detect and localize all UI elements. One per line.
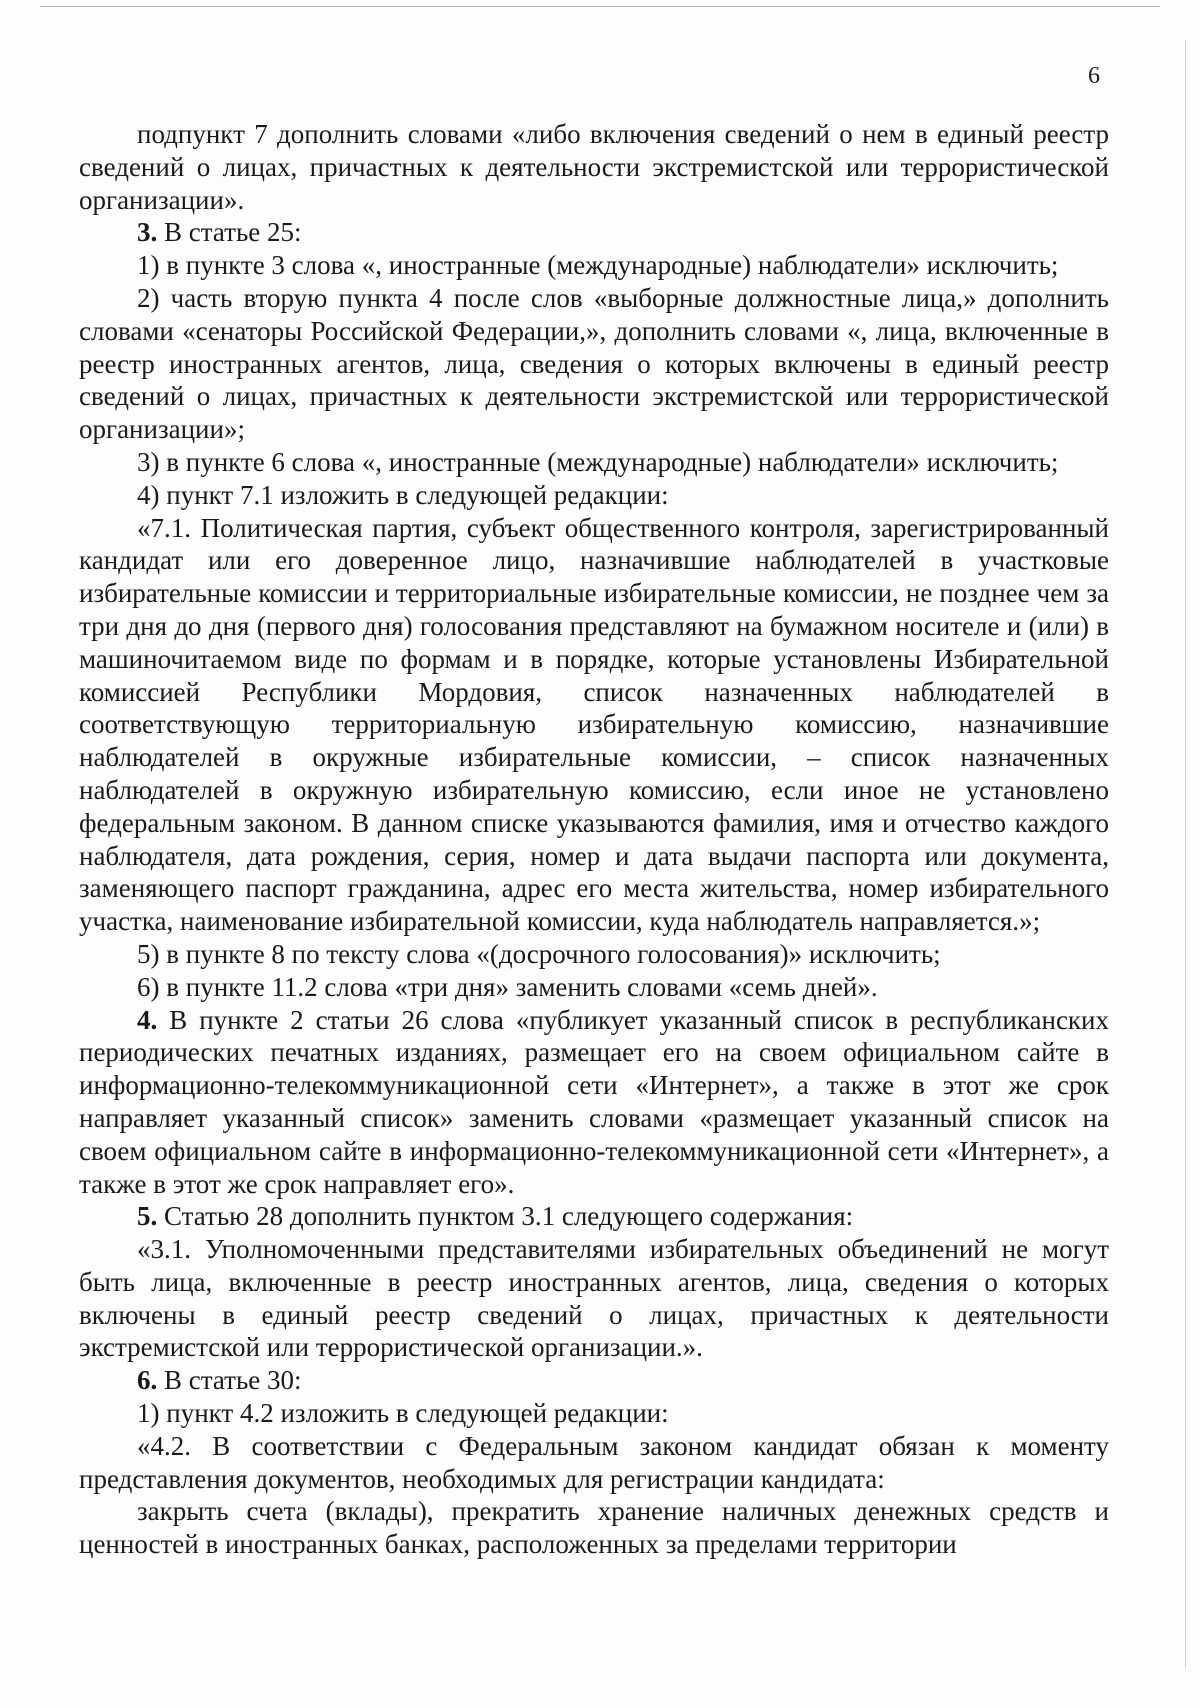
paragraph-9: 6) в пункте 11.2 слова «три дня» заменить словами «семь дней».	[137, 971, 878, 1002]
paragraph-8: 5) в пункте 8 по тексту слова «(досрочного голосования)» исключить;	[137, 938, 941, 969]
paragraph-section-3: 3. В статье 25:	[137, 217, 302, 248]
paragraph-14: 1) пункт 4.2 изложить в следующей редакции:	[137, 1398, 669, 1429]
section-number: 5.	[137, 1201, 158, 1232]
section-number: 6.	[137, 1365, 158, 1396]
paragraph-12: «3.1. Уполномоченными представителями избирательных объединений не могут быть лица, включенные в реестр иностранных агентов, лица, сведения о которых включены в единый реестр сведений о лицах, причастных к деятельности экстремистской или террористической организации.».	[79, 1234, 1109, 1363]
paragraph-4: 2) часть вторую пункта 4 после слов «выборные должностные лица,» дополнить словами «сенаторы Российской Федерации,», дополнить словами «, лица, включенные в реестр иностранных агентов, лица, сведения о которых включены в единый реестр сведений о лицах, причастных к деятельности экстремистской или террористической организации»;	[79, 282, 1109, 445]
paragraph-section-5: 5. Статью 28 дополнить пунктом 3.1 следующего содержания:	[137, 1201, 854, 1232]
paragraph-6: 4) пункт 7.1 изложить в следующей редакции:	[137, 479, 669, 510]
page-right-edge	[1185, 40, 1186, 1668]
page-number: 6	[1088, 63, 1100, 89]
section-number: 4.	[137, 1004, 158, 1035]
document-body	[79, 118, 1109, 1561]
paragraph-15: «4.2. В соответствии с Федеральным законом кандидат обязан к моменту представления документов, необходимых для регистрации кандидата:	[79, 1430, 1109, 1494]
paragraph-5: 3) в пункте 6 слова «, иностранные (международные) наблюдатели» исключить;	[137, 446, 1059, 477]
paragraph-3: 1) в пункте 3 слова «, иностранные (международные) наблюдатели» исключить;	[137, 250, 1059, 281]
paragraph-section-4: 4. В пункте 2 статьи 26 слова «публикует указанный список в республиканских периодических печатных изданиях, размещает его на своем официальном сайте в информационно-телекоммуникационной сети «Интернет», а также в этот же срок направляет указанный список» заменить словами «размещает указанный список на своем официальном сайте в информационно-телекоммуникационной сети «Интернет», а также в этот же срок направляет его».	[79, 1004, 1109, 1199]
page-top-edge	[40, 6, 1160, 7]
paragraph-1: подпункт 7 дополнить словами «либо включения сведений о нем в единый реестр сведений о лицах, причастных к деятельности экстремистской или террористической организации».	[79, 119, 1109, 215]
paragraph-16: закрыть счета (вклады), прекратить хранение наличных денежных средств и ценностей в иностранных банках, расположенных за пределами территории	[79, 1496, 1109, 1560]
paragraph-section-6: 6. В статье 30:	[137, 1365, 302, 1396]
paragraph-7: «7.1. Политическая партия, субъект общественного контроля, зарегистрированный кандидат или его доверенное лицо, назначившие наблюдателей в участковые избирательные комиссии и территориальные избирательные комиссии, не позднее чем за три дня до дня (первого дня) голосования представляют на бумажном носителе и (или) в машиночитаемом виде по формам и в порядке, которые установлены Избирательной комиссией Республики Мордовия, список назначенных наблюдателей в соответствующую территориальную избирательную комиссию, назначившие наблюдателей в окружные избирательные комиссии, – список назначенных наблюдателей в окружную избирательную комиссию, если иное не установлено федеральным законом. В данном списке указываются фамилия, имя и отчество каждого наблюдателя, дата рождения, серия, номер и дата выдачи паспорта или документа, заменяющего паспорт гражданина, адрес его места жительства, номер избирательного участка, наименование избирательной комиссии, куда наблюдатель направляется.»;	[79, 512, 1109, 937]
section-number: 3.	[137, 217, 158, 248]
